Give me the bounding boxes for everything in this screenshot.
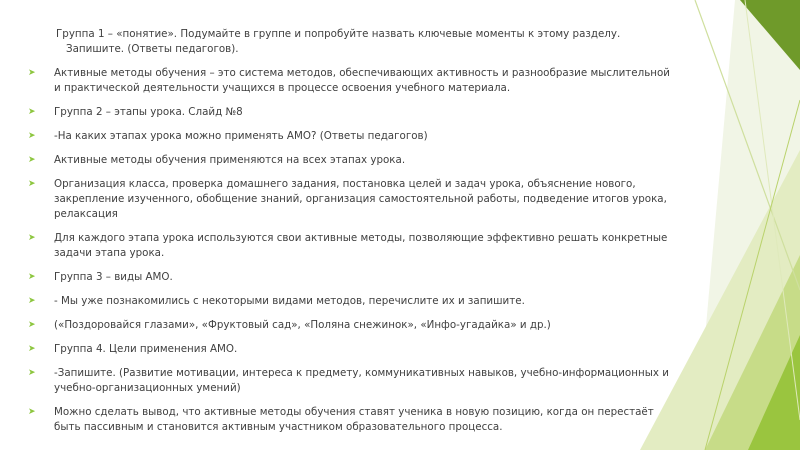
paragraph-line: («Поздоровайся глазами», «Фруктовый сад», «Поляна снежинок», «Инфо-угадайка» и др.) (54, 319, 551, 331)
paragraph-10 (28, 318, 678, 333)
paragraph-7 (28, 231, 678, 261)
bullet-arrow-icon: ➤ (28, 155, 36, 165)
paragraph-3 (28, 105, 678, 120)
paragraph-line: Активные методы обучения применяются на всех этапах урока. (54, 154, 406, 166)
paragraph-line: Группа 3 – виды АМО. (54, 271, 173, 283)
bullet-arrow-icon: ➤ (28, 368, 36, 378)
paragraph-line: Группа 2 – этапы урока. Слайд №8 (54, 106, 243, 118)
paragraph-2 (28, 66, 678, 96)
slide-body (28, 27, 678, 444)
paragraph-13 (28, 405, 678, 435)
paragraph-line: Группа 4. Цели применения АМО. (54, 343, 238, 355)
bullet-arrow-icon: ➤ (28, 233, 36, 243)
paragraph-line: Организация класса, проверка домашнего задания, постановка целей и задач урока, объяснение нового, закрепление изученного, обобщение знаний, организация самостоятельной работы, подведение итогов урока, релаксация (54, 178, 667, 220)
paragraph-12 (28, 366, 678, 396)
paragraph-8 (28, 270, 678, 285)
paragraph-11 (28, 342, 678, 357)
paragraph-line: Можно сделать вывод, что активные методы обучения ставят ученика в новую позицию, когда он перестаёт быть пассивным и становится активным участником образовательного процесса. (54, 406, 654, 433)
paragraph-line: - Мы уже познакомились с некоторыми видами методов, перечислите их и запишите. (54, 295, 525, 307)
paragraph-line: Для каждого этапа урока используются свои активные методы, позволяющие эффективно решать конкретные задачи этапа урока. (54, 232, 668, 259)
bullet-arrow-icon: ➤ (28, 320, 36, 330)
bullet-arrow-icon: ➤ (28, 344, 36, 354)
bullet-arrow-icon: ➤ (28, 68, 36, 78)
bullet-arrow-icon: ➤ (28, 107, 36, 117)
paragraph-6 (28, 177, 678, 222)
bullet-arrow-icon: ➤ (28, 272, 36, 282)
paragraph-line: Группа 1 – «понятие». Подумайте в группе и попробуйте назвать ключевые моменты к этому разделу. (56, 28, 621, 40)
bullet-arrow-icon: ➤ (28, 407, 36, 417)
bullet-arrow-icon: ➤ (28, 179, 36, 189)
paragraph-1 (28, 27, 678, 57)
paragraph-line: -Запишите. (Развитие мотивации, интереса к предмету, коммуникативных навыков, учебно-информационных и учебно-организационных умений) (54, 367, 669, 394)
paragraph-line: -На каких этапах урока можно применять АМО? (Ответы педагогов) (54, 130, 428, 142)
bullet-arrow-icon: ➤ (28, 131, 36, 141)
paragraph-line: Активные методы обучения – это система методов, обеспечивающих активность и разнообразие мыслительной и практической деятельности учащихся в процессе освоения учебного материала. (54, 67, 670, 94)
bullet-arrow-icon: ➤ (28, 296, 36, 306)
paragraph-9 (28, 294, 678, 309)
paragraph-4 (28, 129, 678, 144)
paragraph-5 (28, 153, 678, 168)
paragraph-line: Запишите. (Ответы педагогов). (66, 43, 239, 55)
